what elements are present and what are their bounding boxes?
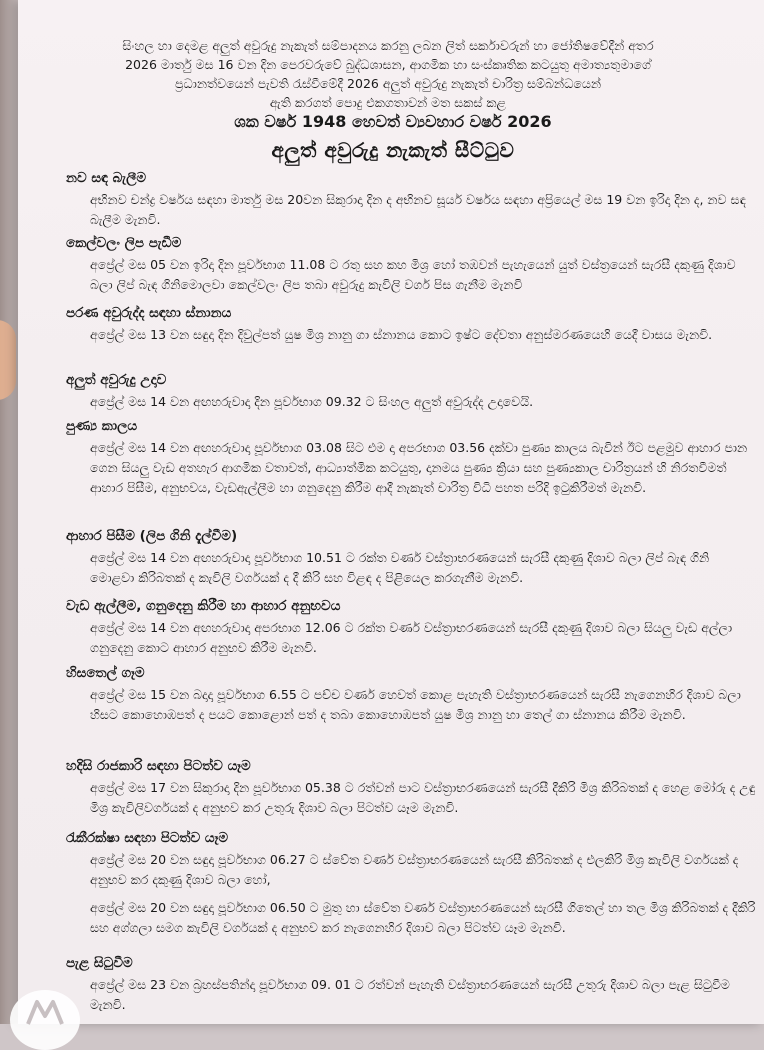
section-paragraph: අභිනව චන්ද්‍ර වර්ෂය සඳහා මාර්තු මස 20වන සිකුරාදා දින ද අභිනව සූර්ය වර්ෂය සඳහා අප්‍රියෙල් මස 19 වන ඉරිදා දින ද, නව සඳ බැලීම මැනවි.	[90, 192, 746, 227]
section-paragraph: අප්‍රේල් මස 14 වන අඟහරුවාදා අපරභාග 12.06 ට රක්ත වර්ණ වස්ත්‍රාභරණයෙන් සැරසී දකුණු දිශාව බලා සියලු වැඩ අල්ලා ගනුදෙනු කොට ආහාර අනුභව කිරීම මැනවි.	[90, 620, 733, 655]
section-heading: පැළ සිටුවීම	[66, 955, 133, 971]
section-oil-anointing	[66, 665, 756, 725]
desk-shadow	[0, 0, 18, 1024]
section-paragraph: අප්‍රේල් මස 14 වන අඟහරුවාදා පූර්වභාග 10.51 ට රක්ත වර්ණ වස්ත්‍රාභරණයෙන් සැරසී දකුණු දිශාව බලා ලිප් බැඳ ගිනි මොළවා කිරිබතක් ද කැවිලි වර්ගයක් ද දී කිරි සහ විළඳ ද පිළියෙල කරගැනීම මැනවි.	[90, 550, 710, 585]
section-paragraph: අප්‍රේල් මස 20 වන සඳුදා පූර්වභාග 06.50 ට මුතු හා ස්වේත වර්ණ වස්ත්‍රාභරණයෙන් සැරසී ගිතෙල් හා තල මිශ්‍ර කිරිබතක් ද දීකිරි සහ අග්ගලා සමග කැවිලි වර්ගයක් ද අනුභව කර නැගෙනහිර දිශාව බලා පිටත්ව යෑම මැනවි.	[90, 900, 756, 935]
section-heading: නව සඳ බැලීම	[66, 170, 147, 186]
section-heading: හිසතෙල් ගෑම	[66, 665, 145, 681]
document-header	[78, 36, 698, 112]
section-paragraph: අප්‍රේල් මස 23 වන බ්‍රහස්පතින්දා පූර්වභාග 09. 01 ට රත්වන් පැහැති වස්ත්‍රාභරණයෙන් සැරසී උතුරු දිශාව බලා පැළ සිටුවීම මැනවි.	[90, 977, 730, 1012]
section-paragraph: අප්‍රේල් මස 14 වන අඟහරුවාදා පූර්වභාග 03.08 සිට එම දා අපරභාග 03.56 දක්වා පුණ්‍ය කාලය බැවින් ඊට පළමුව ආහාර පාන ගෙන සියලු වැඩ අතහැර ආගමික වතාවත්, ආධ්‍යාත්මික කටයුතු, දානමය පුණ්‍ය ක්‍රියා සහ පුණ්‍යකාල චාරිත්‍රයන් හි නිරතවීමත් ආහාර පිසීම, අනුභවය, වැඩඇල්ලීම හා ගනුදෙනු කිරීම ආදී නැකැත් චාරිත්‍ර විධි පහත පරිදි ඉටුකිරීමත් මැනවි.	[90, 440, 748, 495]
motorola-logo-icon	[24, 996, 66, 1026]
document-title-year: ශක වර්ෂ 1948 හෙවත් ව්‍යවහාර වර්ෂ 2026	[234, 112, 552, 131]
header-line-1: සිංහල හා දෙමළ අලුත් අවුරුදු නැකැත් සම්පාදනය කරනු ලබන ලිත් සර්කාවරුන් හා ජෝතිෂවේදීන් අතර	[122, 38, 654, 53]
thumb	[0, 320, 16, 400]
section-heading: කෙල්වලං ලිප පැඩීම	[66, 235, 182, 251]
section-new-year-dawn	[66, 372, 756, 412]
section-paragraph: අප්‍රේල් මස 17 වන සිකුරාදා දින පූර්වභාග 05.38 ට රත්වන් පාට වස්ත්‍රාභරණයෙන් සැරසී දීකිරි මිශ්‍ර කිරිබතක් ද හෙළ මෝරු ද උඳු මිශ්‍ර කැවිලිවර්ගයක් ද අනුභව කර උතුරු දිශාව බලා පිටත්ව යෑම මැනවි.	[90, 780, 756, 815]
section-heading: පුණ්‍ය කාලය	[66, 418, 138, 434]
document-title: අලුත් අවුරුදු නැකැත් සීට්ටුව	[271, 138, 515, 162]
section-work-and-meals	[66, 598, 756, 658]
section-hearth-preparation	[66, 235, 756, 295]
section-heading: පරණ අවුරුද්ද සඳහා ස්නානය	[66, 305, 232, 321]
section-paragraph: අප්‍රේල් මස 20 වන සඳුදා පූර්වභාග 06.27 ට ස්වේත වර්ණ වස්ත්‍රාභරණයෙන් සැරසී කිරිබතක් ද එලකිරි මිශ්‍ර කැවිලි වර්ගයක් ද අනුභව කර දකුණු දිශාව බලා හෝ,	[90, 852, 739, 887]
section-old-year-bath	[66, 305, 756, 345]
header-line-2: 2026 මාර්තු මස 16 වන දින පෙරවරුවේ බුද්ධශාසන, ආගමික හා සංස්කෘතික කටයුතු අමාත්‍යතුමාගේ	[125, 57, 651, 72]
section-heading: රැකීරක්ෂා සඳහා පිටත්ව යෑම	[66, 830, 229, 846]
section-heading: ආහාර පිසීම (ලිප ගිනි දැල්වීම)	[66, 528, 238, 544]
section-employment	[66, 830, 756, 938]
header-line-4: ඇති කරගත් පොදු එකගතාවන් මත සකස් කළ	[269, 95, 507, 110]
section-new-moon	[66, 170, 756, 230]
section-urgent-duties	[66, 758, 756, 818]
section-paragraph: අප්‍රේල් මස 14 වන අඟහරුවාදා දින පූර්වභාග 09.32 ට සිංහල අලුත් අවුරුද්ද උදාවෙයි.	[90, 394, 534, 409]
section-heading: හදිසි රාජකාරි සඳහා පිටත්ව යෑම	[66, 758, 251, 774]
section-heading: අලුත් අවුරුදු උදාව	[66, 372, 167, 388]
section-auspicious-period	[66, 418, 756, 498]
section-heading: වැඩ ඇල්ලීම, ගනුදෙනු කිරීම හා ආහාර අනුභවය	[66, 598, 341, 614]
section-planting	[66, 955, 756, 1015]
section-paragraph: අප්‍රේල් මස 13 වන සඳුදා දින දිවුල්පත් යුෂ මිශ්‍ර නානු ගා ස්නානය කොට ඉෂ්ට දේවතා අනුස්මරණයෙහි යෙදී වාසය මැනවි.	[90, 327, 713, 342]
header-line-3: ප්‍රධානත්වයෙන් පැවති රැස්වීමේදී 2026 අලුත් අවුරුදු නැකැත් චාරිත්‍ර සම්බන්ධයෙන්	[174, 76, 601, 91]
document-page	[18, 0, 764, 1024]
section-paragraph: අප්‍රේල් මස 15 වන බදාදා පූර්වභාග 6.55 ට පච්ච වර්ණ හෙවත් කොළ පැහැති වස්ත්‍රාභරණයෙන් සැරසී නැගෙනහිර දිශාව බලා හිසට කොහොඹපත් ද පයට කොළොන් පත් ද තබා කොහොඹපත් යුෂ මිශ්‍ර නානු හා තෙල් ගා ස්නානය කිරීම මැනවි.	[90, 687, 741, 722]
camera-watermark-icon	[10, 990, 80, 1050]
section-cooking	[66, 528, 756, 588]
section-paragraph: අප්‍රේල් මස 05 වන ඉරිදා දින පූර්වභාග 11.08 ට රතු සහ කහ මිශ්‍ර හෝ තඹවන් පැහැයෙන් යුත් වස්ත්‍රයෙන් සැරසී දකුණු දිශාව බලා ලිප් බැඳ ගිනිමොලවා කෙල්වලං ලිප තබා අවුරුදු කැවිලි වර්ග පිස ගැනීම මැනවි	[90, 257, 736, 292]
